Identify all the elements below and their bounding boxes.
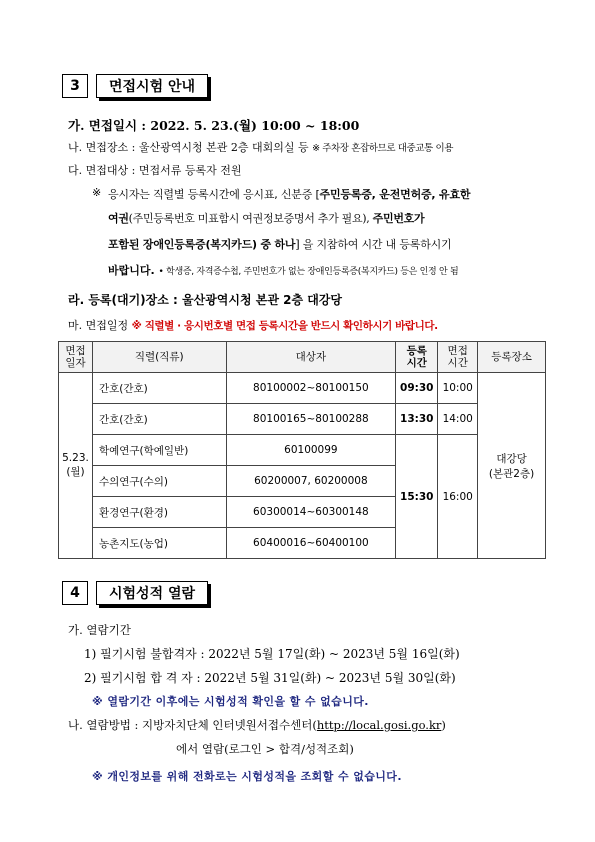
registration-place: 라. 등록(대기)장소 : 울산광역시청 본관 2층 대강당 [68,293,342,307]
date-cell: 5.23. (월) [59,373,93,559]
reg-time-cell: 15:30 [396,435,438,559]
section-number: 3 [62,74,88,98]
header-place: 등록장소 [478,342,546,373]
paren-close: ) [441,718,446,732]
notice-passport: 여권 [108,212,129,225]
notice-ids: 주민등록증, 운전면허증, 유효한 [319,188,471,201]
phone-inquiry-note: ※ 개인정보를 위해 전화로는 시험성적을 조회할 수 없습니다. [92,770,402,783]
section-title: 시험성적 열람 [96,581,208,605]
target-cell: 60200007, 60200008 [226,466,396,497]
notice-line-1 [108,186,470,202]
notice-mark: ※ [92,186,102,199]
table-row [59,404,546,435]
interview-schedule-heading [68,317,438,333]
job-cell: 학예연구(학예일반) [92,435,226,466]
header-date: 면접 일자 [59,342,93,373]
interview-time-cell: 10:00 [438,373,478,404]
value: 2022. 5. 23.(월) 10:00 ~ 18:00 [150,118,360,133]
job-cell: 농촌지도(농업) [92,528,226,559]
notice-end: 바랍니다. [108,264,155,277]
section-4-header [62,581,208,605]
view-period-failed: 1) 필기시험 불합격자 : 2022년 5월 17일(화) ~ 2023년 5월 16일(화) [84,647,460,661]
header-interview-time: 면접 시간 [438,342,478,373]
header-target: 대상자 [226,342,396,373]
table-header-row [59,342,546,373]
interview-target: 다. 면접대상 : 면접서류 등록자 전원 [68,164,242,177]
job-cell: 수의연구(수의) [92,466,226,497]
view-method-login: 에서 열람(로그인 > 합격/성적조회) [176,742,354,756]
notice-line-2 [108,210,424,226]
target-cell: 80100002~80100150 [226,373,396,404]
label: 가. 면접일시 : [68,118,147,133]
notice-invalid-ids: • 학생증, 자격증수첩, 주민번호가 없는 장애인등록증(복지카드) 등은 인정 안 됨 [158,267,459,277]
job-cell: 간호(간호) [92,373,226,404]
view-period-passed: 2) 필기시험 합 격 자 : 2022년 5월 31일(화) ~ 2023년 5월 30일(화) [84,671,456,685]
section-3-header [62,74,208,98]
target-cell: 60300014~60300148 [226,497,396,528]
view-period-heading: 가. 열람기간 [68,623,131,637]
interview-time-cell: 16:00 [438,435,478,559]
view-method [68,717,446,733]
target-cell: 60100099 [226,435,396,466]
job-cell: 간호(간호) [92,404,226,435]
job-cell: 환경연구(환경) [92,497,226,528]
schedule-warning: ※ 직렬별 · 응시번호별 면접 등록시간을 반드시 확인하시기 바랍니다. [131,320,438,332]
table-row [59,373,546,404]
section-number: 4 [62,581,88,605]
header-job: 직렬(직류) [92,342,226,373]
gosi-link[interactable]: http://local.gosi.go.kr [316,718,442,732]
schedule-label: 마. 면접일정 [68,319,129,332]
place-cell: 대강당 (본관2층) [478,373,546,559]
interview-time-cell: 14:00 [438,404,478,435]
notice-passport-note: (주민등록번호 미표함시 여권정보증명서 추가 필요), [128,212,370,225]
notice-disability-card: 포함된 장애인등록증(복지카드) 중 하나 [108,238,296,251]
parking-note: ※ 주차장 혼잡하므로 대중교통 이용 [312,143,453,154]
view-period-note: ※ 열람기간 이후에는 시험성적 확인을 할 수 없습니다. [92,695,369,708]
place-text: 나. 면접장소 : 울산광역시청 본관 2층 대회의실 등 [68,141,309,154]
target-cell: 80100165~80100288 [226,404,396,435]
section-title: 면접시험 안내 [96,74,208,98]
notice-line-3 [108,236,451,252]
interview-datetime [68,116,359,134]
header-reg-time: 등록 시간 [396,342,438,373]
schedule-table [58,341,546,559]
reg-time-cell: 09:30 [396,373,438,404]
notice-line-4 [108,262,458,278]
view-method-text: 나. 열람방법 : 지방자치단체 인터넷원서접수센터( [68,718,317,732]
target-cell: 60400016~60400100 [226,528,396,559]
notice-bring: ] 을 지참하여 시간 내 등록하시기 [295,238,452,251]
reg-time-cell: 13:30 [396,404,438,435]
notice-text: 응시자는 직렬별 등록시간에 응시표, 신분증 [ [108,188,320,201]
notice-resident-no: 주민번호가 [372,212,425,225]
interview-place [68,139,453,155]
table-row [59,435,546,466]
